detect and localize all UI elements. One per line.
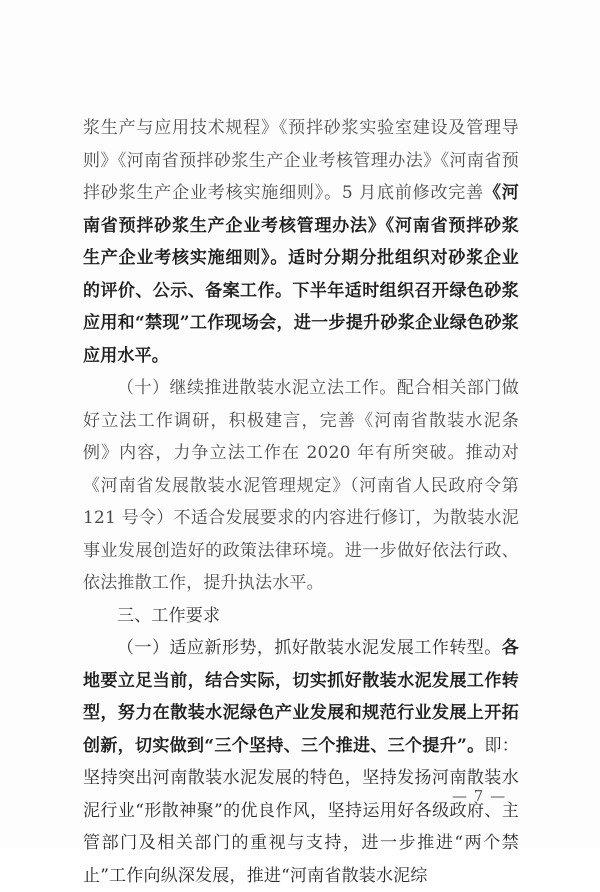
item-one-bold-text: 各地要立足当前，结合实际，切实抓好散装水泥发展工作转型，努力在散装水泥绿色产业发展和规范行业发展上开拓创新，切实做到“三个坚持、三个推进、三个提升”。 xyxy=(83,638,519,756)
continuation-text-bold: 《河南省预拌砂浆生产企业考核管理办法》《河南省预拌砂浆生产企业考核实施细则》。适时分期分批组织对砂浆企业的评价、公示、备案工作。下半年适时组织召开绿色砂浆应用和“禁现”工作现场会，进一步提升砂浆企业绿色砂浆应用水平。 xyxy=(83,183,519,366)
continuation-text-regular: 浆生产与应用技术规程》《预拌砂浆实验室建设及管理导则》《河南省预拌砂浆生产企业考核管理办法》《河南省预拌砂浆生产企业考核实施细则》。5 月底前修改完善 xyxy=(83,118,519,203)
item-one-paragraph xyxy=(83,632,519,892)
continuation-paragraph xyxy=(83,112,519,372)
page-number: — 7 — xyxy=(452,787,507,805)
section-heading: 三、工作要求 xyxy=(117,605,221,626)
item-one-detail: 即：坚持突出河南散装水泥发展的特色，坚持发扬河南散装水泥行业“形散神聚”的优良作风，坚持运用好各级政府、主管部门及相关部门的重视与支持，进一步推进“两个禁止”工作向纵深发展，推进“河南省散装水泥综 xyxy=(83,735,519,886)
item-ten-paragraph: （十）继续推进散装水泥立法工作。配合相关部门做好立法工作调研，积极建言，完善《河南省散装水泥条例》内容，力争立法工作在 2020 年有所突破。推动对《河南省发展散装水泥管理规定》（河南省人民政府令第 121 号令）不适合发展要求的内容进行修订，为散装水泥事业发展创造好的政策法律环境。进一步做好依法行政、依法推散工作，提升执法水平。 xyxy=(83,378,519,593)
document-body xyxy=(83,112,519,892)
item-one-title: （一）适应新形势，抓好散装水泥发展工作转型。 xyxy=(117,638,502,658)
